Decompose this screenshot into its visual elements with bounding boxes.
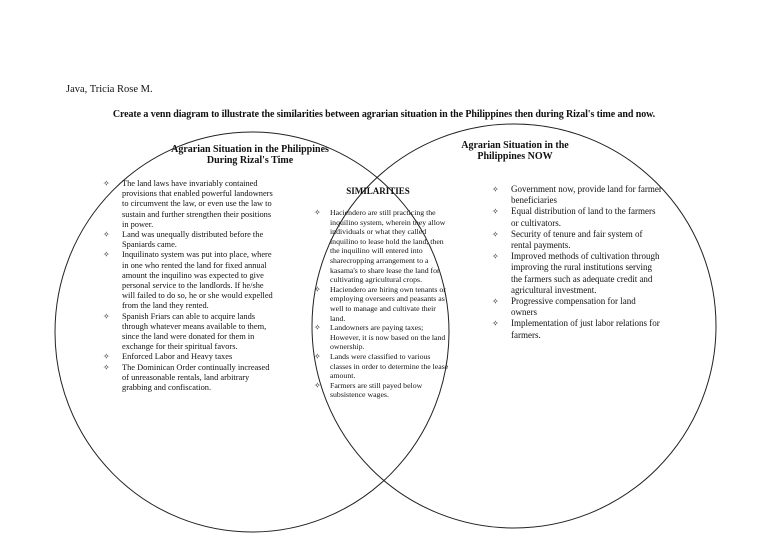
instruction-text: Create a venn diagram to illustrate the similarities between agrarian situation in the Philippines then during Rizal's time and now. — [112, 109, 656, 120]
list-item: ✧ Government now, provide land for farmer beneficiaries — [492, 184, 662, 206]
right-list — [492, 184, 662, 341]
list-item: ✧ Equal distribution of land to the farmers or cultivators. — [492, 206, 662, 228]
list-item: ✧ Haciendero are hiring own tenants or employing overseers and peasants as well to manage and cultivate their land. — [314, 285, 452, 323]
list-item: ✧ Security of tenure and fair system of rental payments. — [492, 229, 662, 251]
similarities-heading: SIMILARITIES — [346, 186, 410, 196]
list-item: ✧ Landowners are paying taxes; However, it is now based on the land ownership. — [314, 323, 452, 352]
left-heading — [140, 144, 360, 166]
left-heading-line1: Agrarian Situation in the Philippines — [171, 144, 329, 155]
similarities-list — [314, 208, 452, 400]
list-item: ✧ Land was unequally distributed before the Spaniards came. — [103, 230, 273, 250]
list-item: ✧ Progressive compensation for land owners — [492, 296, 662, 318]
list-item: ✧ Farmers are still payed below subsistence wages. — [314, 381, 452, 400]
right-heading — [420, 140, 610, 162]
right-heading-line2: Philippines NOW — [477, 151, 553, 162]
list-item: ✧ Haciendero are still practicing the inquilino system, wherein they allow individuals or what they called inquilino to lease hold the land, then the inquilino will entered into sharecropping arrangement to a kasama's to share lease the land for cultivating agricultural crops. — [314, 208, 452, 285]
list-item: ✧ Improved methods of cultivation through improving the rural institutions serving the farmers such as adequate credit and agricultural investment. — [492, 251, 662, 296]
list-item: ✧ Spanish Friars can able to acquire lands through whatever means available to them, since the land were donated for them in exchange for their spiritual favors. — [103, 312, 273, 353]
list-item: ✧ Inquilinato system was put into place, where in one who rented the land for fixed annual amount the inquilino was expected to give personal service to the landlords. If he/she will failed to do so, he or she would expelled from the land they rented. — [103, 250, 273, 311]
right-heading-line1: Agrarian Situation in the — [461, 140, 569, 151]
left-heading-line2: During Rizal's Time — [206, 155, 294, 166]
author-name: Java, Tricia Rose M. — [66, 84, 153, 95]
list-item: ✧ Enforced Labor and Heavy taxes — [103, 352, 273, 362]
list-item: ✧ The Dominican Order continually increased of unreasonable rentals, land arbitrary grabbing and confiscation. — [103, 363, 273, 394]
list-item: ✧ The land laws have invariably contained provisions that enabled powerful landowners to circumvent the law, or even use the law to sustain and further strengthen their positions in power. — [103, 179, 273, 230]
list-item: ✧ Lands were classified to various classes in order to determine the lease amount. — [314, 352, 452, 381]
left-list — [103, 179, 273, 393]
list-item: ✧ Implementation of just labor relations for farmers. — [492, 318, 662, 340]
